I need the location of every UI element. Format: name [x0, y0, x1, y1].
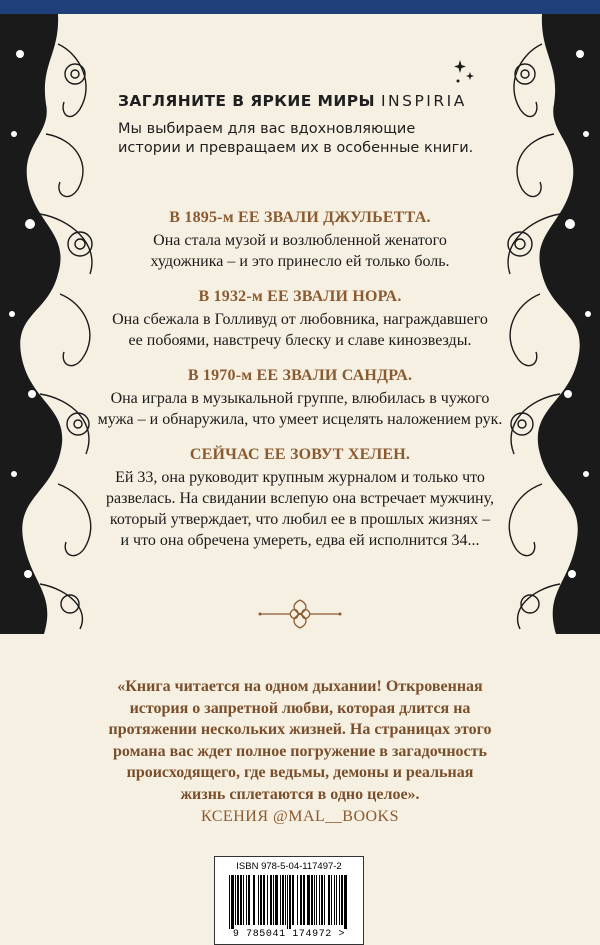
barcode-bar: [334, 875, 335, 925]
barcode-bar: [267, 875, 268, 925]
isbn-label: ISBN 978-5-04-117497-2: [236, 861, 342, 872]
barcode-bar: [237, 875, 239, 925]
section-now: [0, 445, 600, 551]
barcode-bar: [300, 875, 302, 925]
barcode-bar: [314, 875, 315, 925]
series-subtitle: Мы выбираем для вас вдохновляющие истории и превращаем их в особенные книги.: [118, 121, 474, 156]
barcode-bar: [307, 875, 310, 925]
barcode-bar: [336, 875, 337, 925]
barcode-panel: [214, 856, 364, 945]
barcode-bar: [270, 875, 272, 925]
section-text: Ей 33, она руководит крупным журналом и только что развелась. На свидании вслепую она встречает мужчину, который утверждает, что любил ее в прошлых жизнях – и что она обречена умереть, едва ей исполнится 34...: [106, 469, 494, 549]
barcode-bar: [316, 875, 317, 925]
section-heading: В 1970-м ЕЕ ЗВАЛИ САНДРА.: [187, 367, 413, 384]
section-1970: [0, 366, 600, 430]
barcode-bar: [229, 875, 230, 929]
barcode-bar: [287, 875, 288, 929]
series-title: [118, 92, 467, 110]
sparkle-icon: [452, 60, 476, 86]
section-heading: СЕЙЧАС ЕЕ ЗОВУТ ХЕЛЕН.: [189, 446, 411, 463]
barcode-bar: [275, 875, 278, 925]
barcode-bar: [253, 875, 255, 925]
barcode-bar: [297, 875, 298, 925]
barcode-bar: [273, 875, 274, 925]
brand-name: INSPIRIA: [380, 92, 467, 110]
barcode-bar: [258, 875, 259, 925]
barcode-bar: [324, 875, 325, 925]
barcode-bar: [235, 875, 236, 925]
barcode-bar: [260, 875, 262, 925]
section-text: Она стала музой и возлюбленной женатого художника – и это принесло ей только боль.: [150, 232, 450, 270]
barcode-bar: [321, 875, 323, 925]
barcode-bar: [292, 875, 294, 925]
barcode-bar: [289, 875, 291, 929]
section-text: Она сбежала в Голливуд от любовника, награждавшего ее побоями, навстречу блеску и славе кинозвезды.: [112, 311, 488, 349]
ornament-divider: [258, 596, 342, 632]
barcode-bar: [339, 875, 340, 925]
barcode-digits: 9 785041 174972 >: [232, 929, 346, 940]
barcode-bar: [311, 875, 313, 925]
barcode-bar: [331, 875, 332, 925]
barcode-bars: [227, 875, 351, 929]
barcode-bar: [341, 875, 343, 925]
barcode-bar: [328, 875, 330, 925]
barcode-bar: [280, 875, 281, 925]
barcode-bar: [282, 875, 284, 925]
section-heading: В 1932-м ЕЕ ЗВАЛИ НОРА.: [198, 288, 402, 305]
section-1895: [0, 208, 600, 272]
section-text: Она играла в музыкальной группе, влюбилась в чужого мужа – и обнаружила, что умеет исцелять наложением рук.: [97, 390, 503, 428]
section-heading: В 1895-м ЕЕ ЗВАЛИ ДЖУЛЬЕТТА.: [169, 209, 431, 226]
barcode-bar: [263, 875, 265, 925]
barcode-bar: [303, 875, 305, 925]
section-1932: [0, 287, 600, 351]
series-title-text: ЗАГЛЯНИТЕ В ЯРКИЕ МИРЫ: [118, 92, 375, 110]
barcode-bar: [344, 875, 347, 929]
barcode-bar: [243, 875, 244, 925]
barcode-bar: [319, 875, 320, 925]
barcode-bar: [285, 875, 286, 925]
barcode-bar: [240, 875, 242, 925]
barcode-bar: [231, 875, 234, 929]
quote-author: КСЕНИЯ @MAL__BOOKS: [200, 808, 400, 825]
review-quote: «Книга читается на одном дыхании! Откровенная история о запретной любви, которая длится на протяжении нескольких жизней. На страницах этого романа вас ждет полное погружение в загадочность происходящего, где ведьмы, демоны и реальная жизнь сплетаются в одно целое».: [108, 678, 492, 803]
barcode-bar: [246, 875, 247, 925]
barcode-bar: [248, 875, 250, 925]
